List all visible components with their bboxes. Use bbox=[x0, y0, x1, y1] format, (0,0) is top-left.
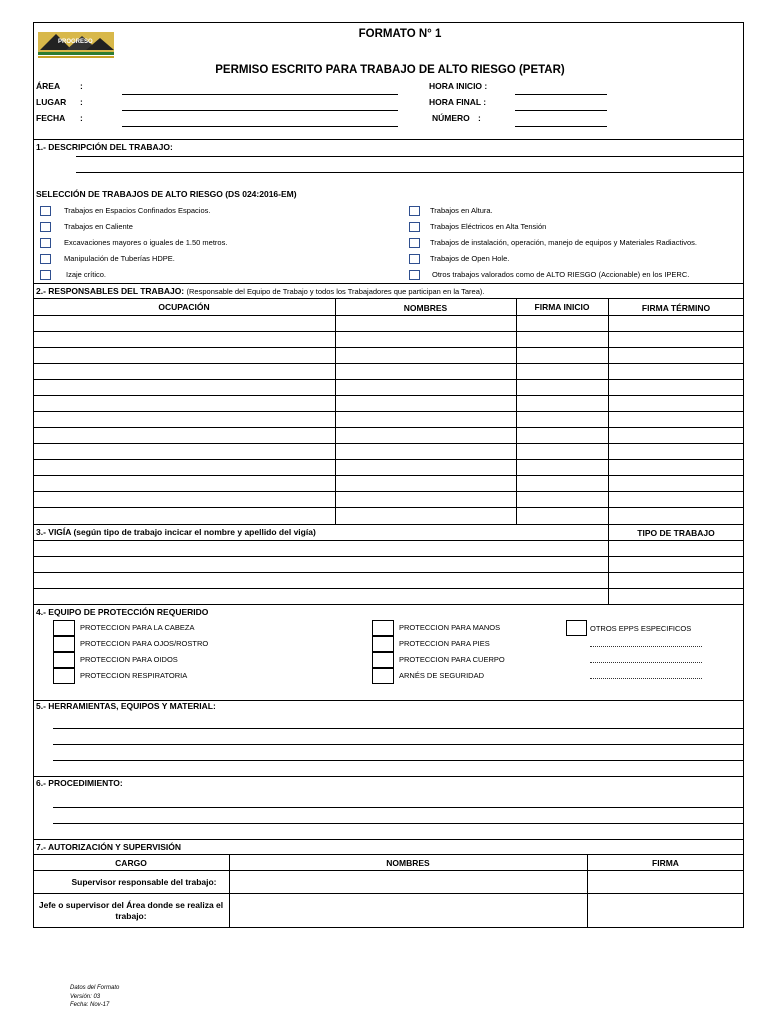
field-numero-label: NÚMERO bbox=[432, 113, 470, 123]
chk-izaje-critico[interactable] bbox=[40, 270, 51, 280]
chk-arnes-seguridad[interactable] bbox=[372, 668, 394, 684]
auth-firma-jefe[interactable] bbox=[588, 894, 743, 927]
field-area-colon: : bbox=[80, 81, 83, 91]
auth-firma-supervisor[interactable] bbox=[588, 871, 743, 892]
formato-number: FORMATO N° 1 bbox=[358, 28, 442, 40]
opt-espacios-confinados: Trabajos en Espacios Confinados Espacios. bbox=[64, 206, 211, 215]
field-lugar-label: LUGAR bbox=[36, 97, 67, 107]
chk-proteccion-oidos[interactable] bbox=[53, 652, 75, 668]
chk-tuberias-hdpe[interactable] bbox=[40, 254, 51, 264]
field-hora-final-line[interactable] bbox=[515, 110, 607, 111]
epp-cabeza: PROTECCION PARA LA CABEZA bbox=[80, 623, 195, 632]
col-ocupacion: OCUPACIÓN bbox=[158, 302, 210, 312]
auth-nombres-supervisor[interactable] bbox=[230, 871, 586, 892]
col-nombres: NOMBRES bbox=[403, 303, 448, 313]
field-area-label: ÁREA bbox=[36, 81, 61, 91]
table-row[interactable] bbox=[33, 395, 744, 396]
chk-materiales-radiactivos[interactable] bbox=[409, 238, 420, 248]
epp-cuerpo: PROTECCION PARA CUERPO bbox=[399, 655, 505, 664]
auth-nombres-jefe[interactable] bbox=[230, 894, 586, 927]
procedimiento-line-1[interactable] bbox=[53, 807, 744, 808]
footer-datos: Datos del Formato bbox=[70, 985, 120, 991]
section5-title: 5.- HERRAMIENTAS, EQUIPOS Y MATERIAL: bbox=[36, 701, 216, 711]
table-row[interactable] bbox=[33, 379, 744, 380]
field-fecha-label: FECHA bbox=[36, 113, 66, 123]
table-row[interactable] bbox=[33, 507, 744, 508]
epp-manos: PROTECCION PARA MANOS bbox=[399, 623, 501, 632]
chk-otros-epps[interactable] bbox=[566, 620, 587, 636]
chk-open-hole[interactable] bbox=[409, 254, 420, 264]
table-row[interactable] bbox=[33, 411, 744, 412]
procedimiento-line-2[interactable] bbox=[53, 823, 744, 824]
epp-arnes: ARNÉS DE SEGURIDAD bbox=[399, 671, 485, 680]
table-row[interactable] bbox=[33, 459, 744, 460]
seleccion-title: SELECCIÓN DE TRABAJOS DE ALTO RIESGO (DS 024:2016-EM) bbox=[36, 189, 297, 199]
field-fecha-line[interactable] bbox=[122, 126, 398, 127]
epp-respiratoria: PROTECCION RESPIRATORIA bbox=[80, 671, 188, 680]
col-firma: FIRMA bbox=[652, 858, 679, 868]
epp-ojos: PROTECCION PARA OJOS/ROSTRO bbox=[80, 639, 209, 648]
herramientas-line-2[interactable] bbox=[53, 744, 744, 745]
table-row[interactable] bbox=[33, 427, 744, 428]
table-row[interactable] bbox=[33, 475, 744, 476]
chk-alta-tension[interactable] bbox=[409, 222, 420, 232]
epp-otros: OTROS EPPS ESPECIFICOS bbox=[590, 624, 692, 633]
otros-epps-line-3[interactable] bbox=[590, 678, 702, 679]
section2-note: (Responsable del Equipo de Trabajo y todos los Trabajadores que participan en la Tarea). bbox=[186, 287, 485, 296]
cargo-jefe-area: Jefe o supervisor del Área donde se realiza el trabajo: bbox=[38, 900, 224, 921]
table-row[interactable] bbox=[33, 347, 744, 348]
table-row[interactable] bbox=[33, 556, 744, 557]
field-hora-inicio-label: HORA INICIO : bbox=[429, 81, 488, 91]
opt-excavaciones: Excavaciones mayores o iguales de 1.50 metros. bbox=[64, 238, 228, 247]
description-line-1[interactable] bbox=[76, 156, 744, 157]
field-area-line[interactable] bbox=[122, 94, 398, 95]
footer-info bbox=[70, 984, 119, 1010]
table-row[interactable] bbox=[33, 491, 744, 492]
otros-epps-line-1[interactable] bbox=[590, 646, 702, 647]
opt-materiales-radiactivos: Trabajos de instalación, operación, manejo de equipos y Materiales Radiactivos. bbox=[430, 238, 697, 247]
section2-title: 2.- RESPONSABLES DEL TRABAJO: bbox=[36, 286, 185, 296]
field-numero-line[interactable] bbox=[515, 126, 607, 127]
col-cargo: CARGO bbox=[115, 858, 147, 868]
table-row[interactable] bbox=[33, 331, 744, 332]
opt-trabajos-caliente: Trabajos en Caliente bbox=[64, 222, 133, 231]
section1-title: 1.- DESCRIPCIÓN DEL TRABAJO: bbox=[36, 142, 173, 152]
table-row[interactable] bbox=[33, 315, 744, 316]
chk-trabajos-caliente[interactable] bbox=[40, 222, 51, 232]
cargo-supervisor: Supervisor responsable del trabajo: bbox=[71, 877, 217, 887]
opt-otros-alto-riesgo: Otros trabajos valorados como de ALTO RIESGO (Accionable) en los IPERC. bbox=[432, 270, 690, 279]
opt-alta-tension: Trabajos Eléctricos en Alta Tensión bbox=[430, 222, 547, 231]
section3-title: 3.- VIGÍA (según tipo de trabajo incicar el nombre y apellido del vigía) bbox=[36, 527, 316, 537]
chk-proteccion-cuerpo[interactable] bbox=[372, 652, 394, 668]
field-lugar-line[interactable] bbox=[122, 110, 398, 111]
field-numero-colon: : bbox=[478, 113, 481, 123]
table-row[interactable] bbox=[33, 443, 744, 444]
opt-open-hole: Trabajos de Open Hole. bbox=[430, 254, 510, 263]
col-auth-nombres: NOMBRES bbox=[386, 858, 430, 868]
field-fecha-colon: : bbox=[80, 113, 83, 123]
herramientas-line-1[interactable] bbox=[53, 728, 744, 729]
chk-proteccion-manos[interactable] bbox=[372, 620, 394, 636]
herramientas-line-3[interactable] bbox=[53, 760, 744, 761]
chk-trabajos-altura[interactable] bbox=[409, 206, 420, 216]
chk-proteccion-cabeza[interactable] bbox=[53, 620, 75, 636]
opt-trabajos-altura: Trabajos en Altura. bbox=[430, 206, 493, 215]
opt-izaje-critico: Izaje crítico. bbox=[66, 270, 107, 279]
page-title: PERMISO ESCRITO PARA TRABAJO DE ALTO RIESGO (PETAR) bbox=[215, 64, 565, 76]
section6-title: 6.- PROCEDIMIENTO: bbox=[36, 778, 123, 788]
otros-epps-line-2[interactable] bbox=[590, 662, 702, 663]
col-tipo-trabajo: TIPO DE TRABAJO bbox=[637, 528, 715, 538]
col-firma-termino: FIRMA TÉRMINO bbox=[641, 303, 711, 313]
epp-oidos: PROTECCION PARA OIDOS bbox=[80, 655, 178, 664]
section2-header bbox=[36, 286, 484, 296]
logo-text: PROGRESO bbox=[58, 39, 93, 45]
chk-excavaciones[interactable] bbox=[40, 238, 51, 248]
chk-espacios-confinados[interactable] bbox=[40, 206, 51, 216]
chk-otros-alto-riesgo[interactable] bbox=[409, 270, 420, 280]
table-row[interactable] bbox=[33, 588, 744, 589]
table-row[interactable] bbox=[33, 540, 744, 541]
footer-version: Versión: 03 bbox=[70, 993, 101, 1000]
opt-tuberias-hdpe: Manipulación de Tuberías HDPE. bbox=[64, 254, 175, 263]
col-firma-inicio: FIRMA INICIO bbox=[534, 302, 590, 312]
chk-proteccion-ojos[interactable] bbox=[53, 636, 75, 652]
epp-pies: PROTECCION PARA PIES bbox=[399, 639, 490, 648]
section7-title: 7.- AUTORIZACIÓN Y SUPERVISIÓN bbox=[36, 842, 182, 852]
description-line-2[interactable] bbox=[76, 172, 744, 173]
table-row[interactable] bbox=[33, 572, 744, 573]
section4-title: 4.- EQUIPO DE PROTECCIÓN REQUERIDO bbox=[36, 607, 209, 617]
table-row[interactable] bbox=[33, 363, 744, 364]
field-hora-final-label: HORA FINAL : bbox=[429, 97, 487, 107]
chk-proteccion-respiratoria[interactable] bbox=[53, 668, 75, 684]
footer-fecha: Fecha: Nov-17 bbox=[70, 1002, 110, 1008]
field-lugar-colon: : bbox=[80, 97, 83, 107]
field-hora-inicio-line[interactable] bbox=[515, 94, 607, 95]
chk-proteccion-pies[interactable] bbox=[372, 636, 394, 652]
